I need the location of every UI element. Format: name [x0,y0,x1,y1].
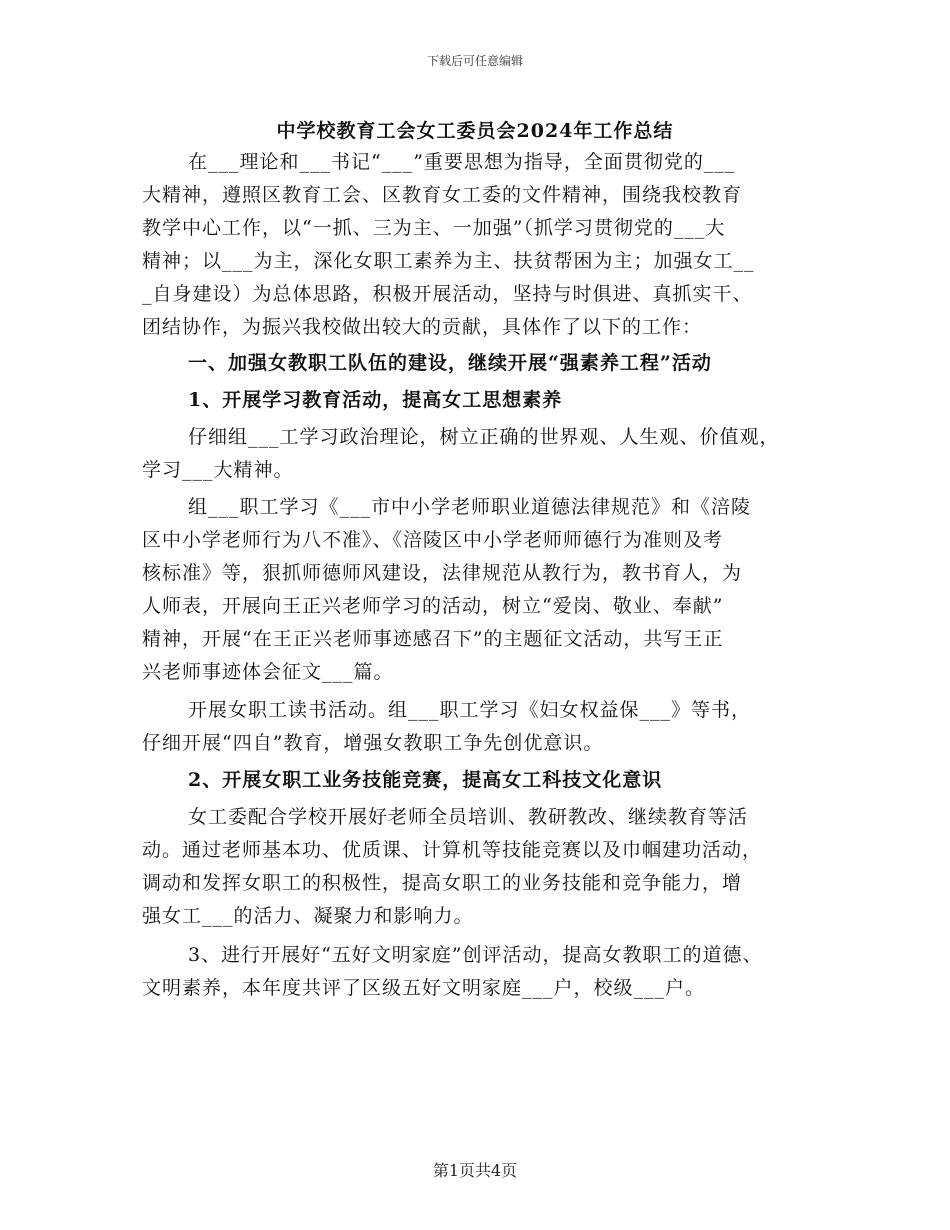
paragraph-line: 精神，开展“在王正兴老师事迹感召下”的主题征文活动，共写王正 [142,628,724,651]
intro-line: 精神；以___为主，深化女职工素养为主、扶贫帮困为主；加强女工__ [142,250,755,273]
paragraph-line: 调动和发挥女职工的积极性，提高女职工的业务技能和竞争能力，增 [142,871,743,894]
paragraph-line: 学习___大精神。 [142,458,294,481]
paragraph-line: 仔细开展“四自”教育，增强女教职工争先创优意识。 [142,731,604,754]
paragraph-line: 人师表，开展向王正兴老师学习的活动，树立“爱岗、敬业、奉献” [142,595,724,618]
page-number: 第1页共4页 [432,1161,518,1180]
subsection-heading-1: 1、开展学习教育活动，提高女工思想素养 [188,388,563,411]
paragraph-line: 组___职工学习《___市中小学老师职业道德法律规范》和《涪陵 [188,495,752,518]
paragraph-line: 区中小学老师行为八不准》、《涪陵区中小学老师师德行为准则及考 [142,529,724,552]
document-body [142,146,808,1005]
intro-line: 团结协作，为振兴我校做出较大的贡献，具体作了以下的工作： [142,316,703,339]
intro-line: 大精神，遵照区教育工会、区教育女工委的文件精神，围绕我校教育 [142,184,743,207]
paragraph-line: 动。通过老师基本功、优质课、计算机等技能竞赛以及巾帼建功活动， [142,838,763,861]
page-header-note: 下载后可任意编辑 [426,54,523,68]
paragraph-line: 兴老师事迹体会征文___篇。 [142,661,394,684]
paragraph-line: 开展女职工读书活动。组___职工学习《妇女权益保___》等书， [188,698,752,721]
paragraph-line: 强女工___的活力、凝聚力和影响力。 [142,905,474,928]
paragraph-line: 女工委配合学校开展好老师全员培训、教研教改、继续教育等活 [188,805,749,828]
intro-line: _自身建设）为总体思路，积极开展活动，坚持与时俱进、真抓实干、 [142,283,753,306]
subsection-heading-2: 2、开展女职工业务技能竞赛，提高女工科技文化意识 [188,768,663,791]
document-title: 中学校教育工会女工委员会2024年工作总结 [276,120,674,142]
intro-line: 教学中心工作，以“一抓、三为主、一加强”（抓学习贯彻党的___大 [142,217,726,240]
paragraph-line: 核标准》等，狠抓师德师风建设，法律规范从教行为，教书育人，为 [142,562,743,585]
paragraph-line: 3、进行开展好“五好文明家庭”创评活动，提高女教职工的道德、 [188,944,763,967]
paragraph-line: 仔细组___工学习政治理论，树立正确的世界观、人生观、价值观， [188,425,780,448]
section-heading-1: 一、加强女教职工队伍的建设，继续开展“强素养工程”活动 [188,351,712,374]
intro-line: 在___理论和___书记“___”重要思想为指导，全面贯彻党的___ [188,151,736,173]
paragraph-line: 文明素养，本年度共评了区级五好文明家庭___户，校级___户。 [142,977,706,1000]
